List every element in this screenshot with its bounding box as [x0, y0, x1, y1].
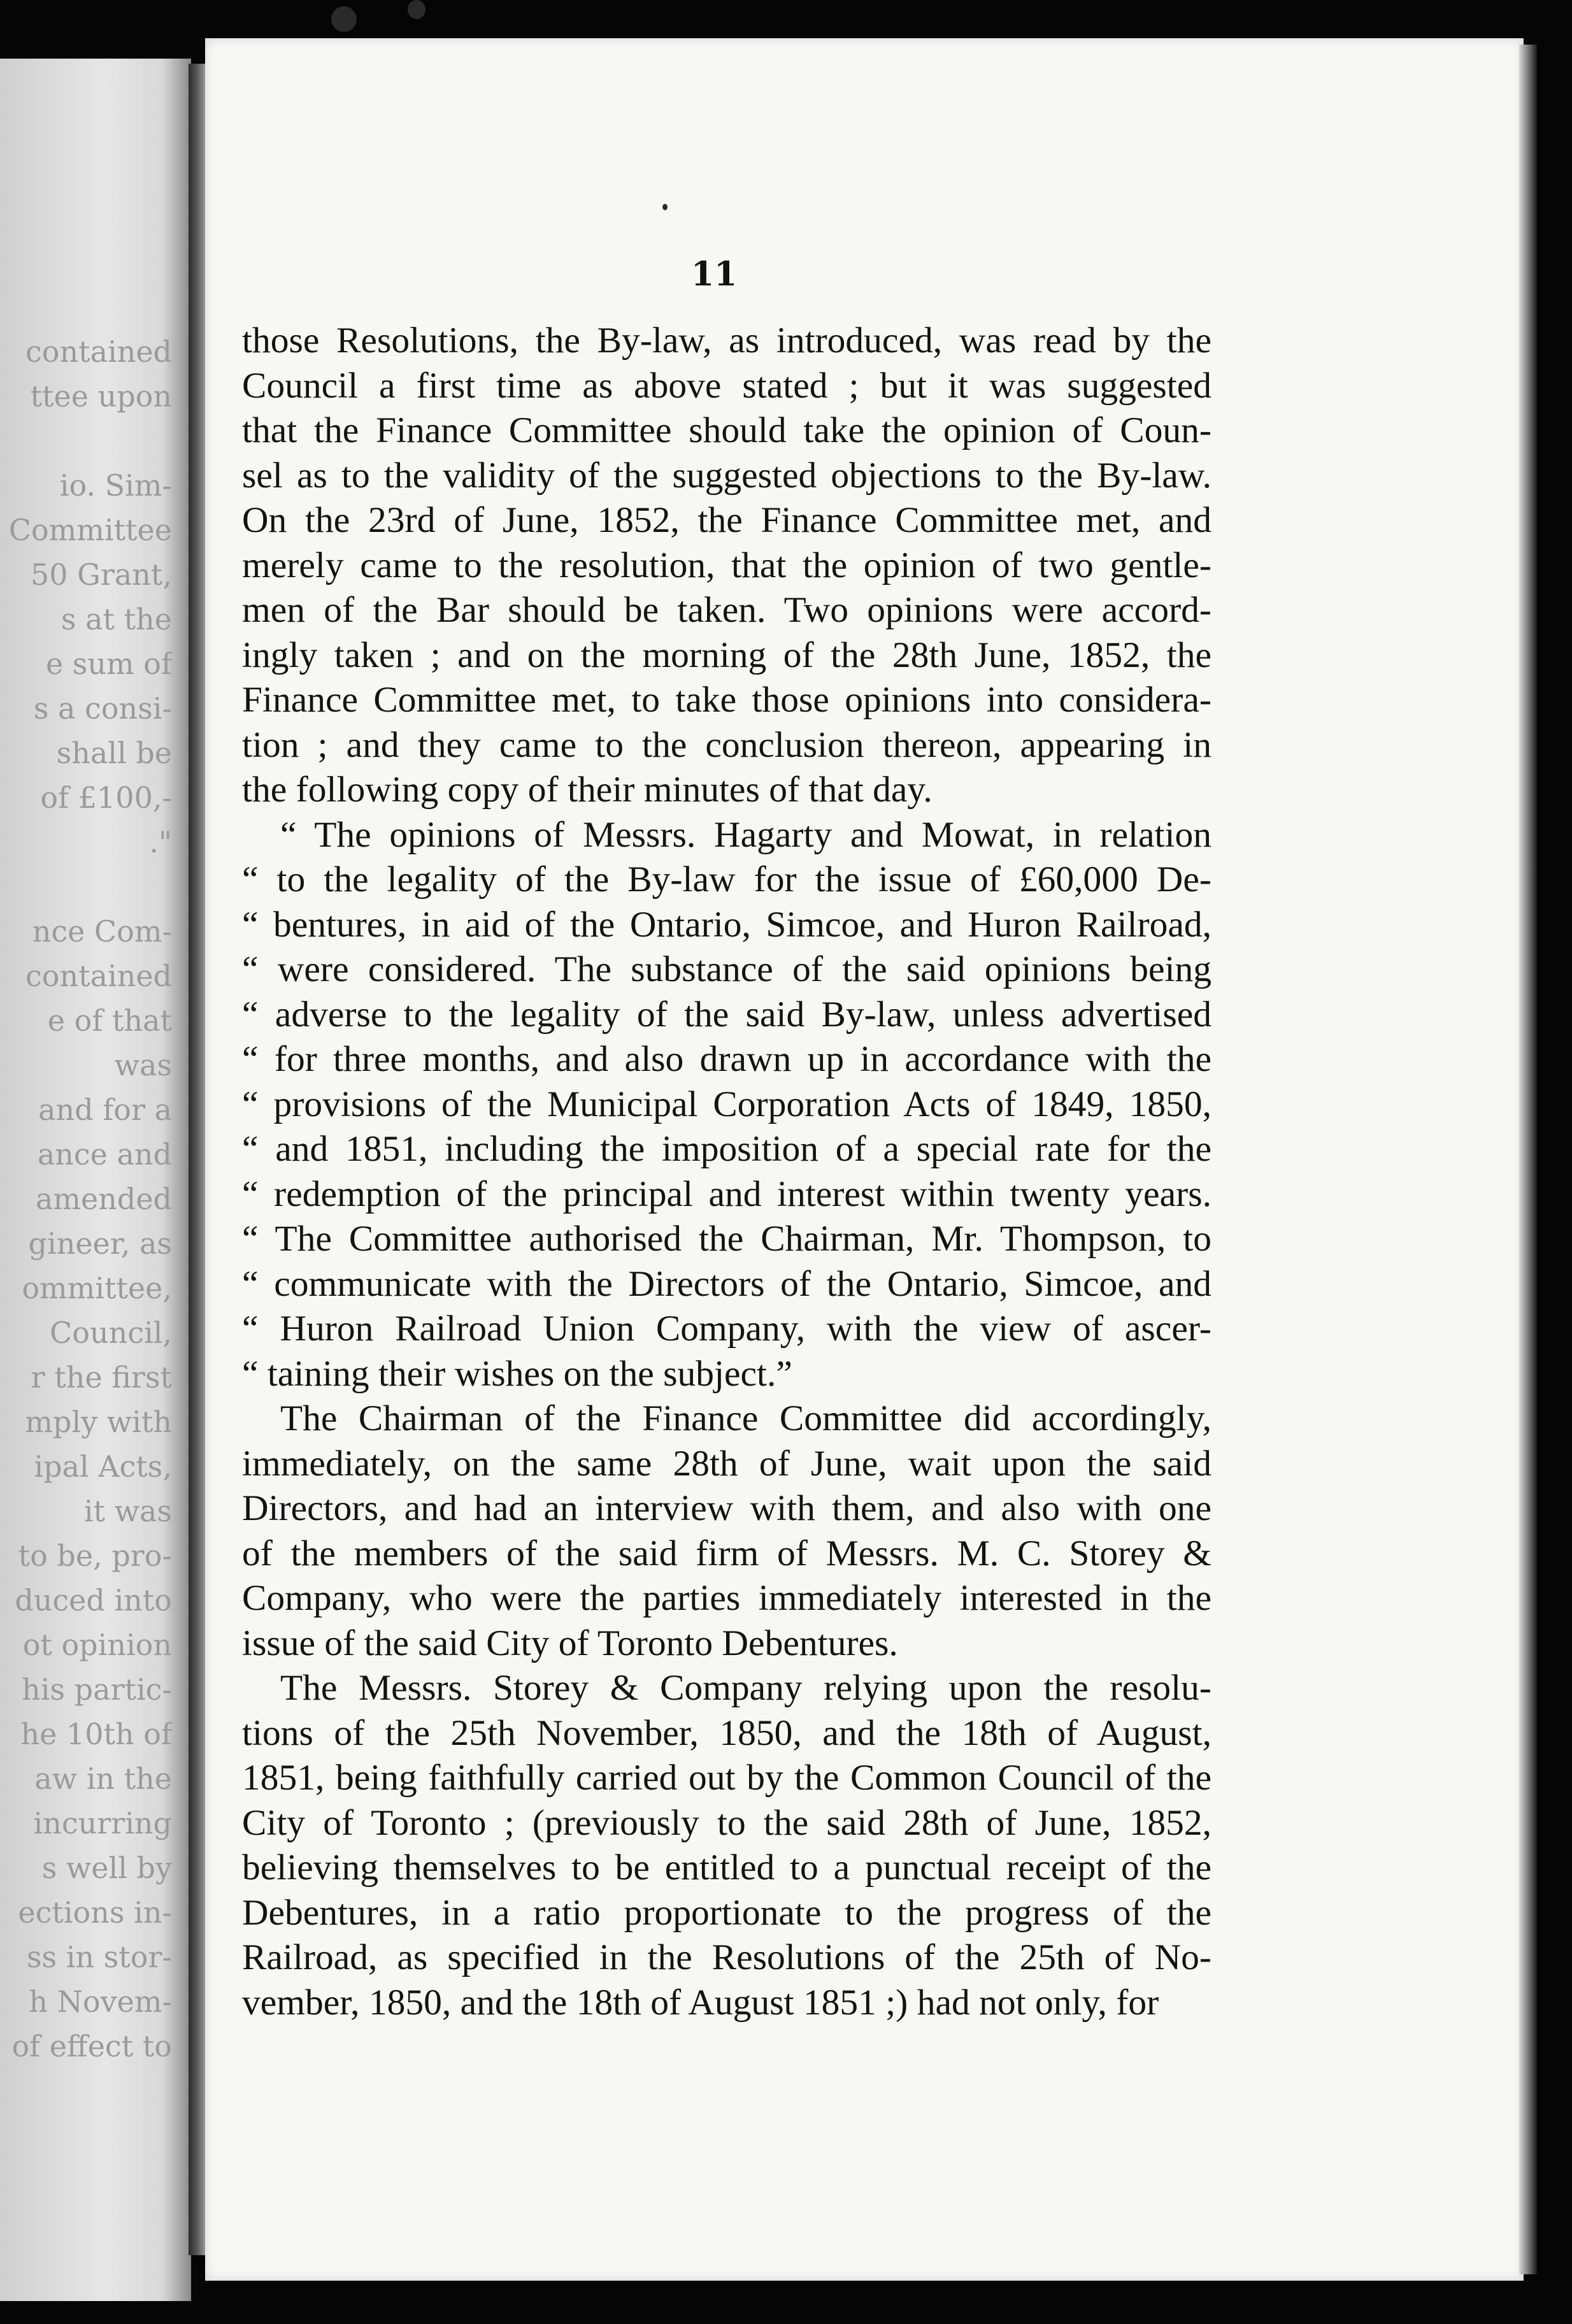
- page-edge-shadow: [1519, 45, 1537, 2274]
- left-page-fragment: ections in-: [18, 1895, 172, 1930]
- text-line: of the members of the said firm of Messrs. M. C. Storey &: [242, 1533, 1211, 1574]
- left-page-fragment: Council,: [50, 1316, 172, 1350]
- left-page-fragment: gineer, as: [28, 1226, 172, 1261]
- text-line: “ adverse to the legality of the said By-law, unless advertised: [242, 994, 1211, 1035]
- left-page-fragment: e sum of: [45, 647, 172, 681]
- left-page-fragment: of effect to: [11, 2029, 172, 2063]
- left-page-fragment: ttee upon: [30, 379, 172, 413]
- text-line: 1851, being faithfully carried out by the Common Council of the: [242, 1758, 1211, 1798]
- left-page-fragment: and for a: [38, 1093, 172, 1127]
- left-page-fragment: h Novem-: [29, 1984, 172, 2019]
- left-page-fragment: to be, pro-: [18, 1539, 172, 1573]
- left-page-fragment: Committee: [8, 513, 172, 547]
- left-page-fragment: [0, 864, 172, 909]
- left-page-fragment: 50 Grant,: [30, 557, 172, 592]
- text-line: Finance Committee met, to take those opinions into considera-: [242, 680, 1211, 720]
- text-line: the following copy of their minutes of that day.: [242, 770, 932, 810]
- left-page-fragment: [0, 419, 172, 463]
- text-line: merely came to the resolution, that the opinion of two gentle-: [242, 545, 1211, 585]
- left-page-fragment: aw in the: [34, 1761, 172, 1796]
- left-page-fragment: r the first: [31, 1360, 172, 1395]
- text-line: Debentures, in a ratio proportionate to the progress of the: [242, 1892, 1211, 1933]
- text-line: tions of the 25th November, 1850, and the 18th of August,: [242, 1712, 1211, 1753]
- text-line: “ taining their wishes on the subject.”: [242, 1353, 792, 1394]
- left-page-fragment: it was: [83, 1494, 172, 1528]
- left-page-fragment: s a consi-: [33, 691, 172, 726]
- text-line: “ redemption of the principal and interest within twenty years.: [242, 1173, 1211, 1214]
- text-line: The Chairman of the Finance Committee did accordingly,: [280, 1398, 1211, 1438]
- left-page-fragment: ance and: [37, 1137, 172, 1172]
- page-number: 11: [691, 255, 738, 294]
- left-page-fragment: s at the: [61, 602, 172, 636]
- left-facing-page: [0, 59, 191, 2301]
- left-page-fragment: ipal Acts,: [34, 1449, 172, 1484]
- left-page-fragment: his partic-: [22, 1672, 172, 1707]
- dust-speck: [408, 0, 425, 19]
- text-line: issue of the said City of Toronto Debentures.: [242, 1623, 898, 1663]
- text-line: The Messrs. Storey & Company relying upon the resolu-: [280, 1668, 1211, 1708]
- text-line: “ The Committee authorised the Chairman, Mr. Thompson, to: [242, 1219, 1211, 1259]
- left-page-fragment: contained: [25, 334, 172, 369]
- left-page-fragment: incurring: [33, 1806, 172, 1840]
- left-page-fragment: mply with: [25, 1405, 172, 1439]
- body-text: [242, 319, 1211, 2025]
- dust-speck: [331, 6, 357, 32]
- text-line: “ Huron Railroad Union Company, with the view of ascer-: [242, 1309, 1211, 1349]
- left-page-bleed-text: [0, 59, 172, 2324]
- text-line: “ to the legality of the By-law for the issue of £60,000 De-: [242, 859, 1211, 900]
- left-page-fragment: e of that: [47, 1003, 172, 1038]
- left-page-fragment: amended: [35, 1182, 172, 1216]
- text-line: those Resolutions, the By-law, as introduced, was read by the: [242, 320, 1211, 361]
- text-line: immediately, on the same 28th of June, wait upon the said: [242, 1443, 1211, 1484]
- text-line: City of Toronto ; (previously to the said 28th of June, 1852,: [242, 1802, 1211, 1843]
- text-line: “ communicate with the Directors of the Ontario, Simcoe, and: [242, 1263, 1211, 1304]
- left-page-fragment: s well by: [41, 1851, 172, 1885]
- text-line: vember, 1850, and the 18th of August 1851 ;) had not only, for: [242, 1982, 1159, 2023]
- text-line: tion ; and they came to the conclusion thereon, appearing in: [242, 724, 1211, 765]
- left-page-fragment: duced into: [15, 1583, 172, 1617]
- text-line: “ and 1851, including the imposition of a special rate for the: [242, 1129, 1211, 1169]
- text-line: “ were considered. The substance of the said opinions being: [242, 949, 1211, 989]
- text-line: On the 23rd of June, 1852, the Finance Committee met, and: [242, 500, 1211, 540]
- text-line: “ bentures, in aid of the Ontario, Simcoe, and Huron Railroad,: [242, 904, 1211, 945]
- text-line: Railroad, as specified in the Resolutions of the 25th of No-: [242, 1937, 1211, 1977]
- text-line: “ for three months, and also drawn up in accordance with the: [242, 1039, 1211, 1079]
- text-line: Council a first time as above stated ; but it was suggested: [242, 365, 1211, 406]
- left-page-fragment: ot opinion: [22, 1628, 172, 1662]
- text-line: sel as to the validity of the suggested objections to the By-law.: [242, 455, 1211, 496]
- text-line: that the Finance Committee should take the opinion of Coun-: [242, 410, 1211, 450]
- dust-speck: [662, 204, 668, 210]
- left-page-fragment: ommittee,: [22, 1271, 172, 1305]
- text-line: “ provisions of the Municipal Corporation Acts of 1849, 1850,: [242, 1084, 1211, 1124]
- left-page-fragment: shall be: [56, 736, 172, 770]
- left-page-fragment: was: [114, 1048, 172, 1082]
- left-page-fragment: .": [149, 825, 172, 859]
- text-line: “ The opinions of Messrs. Hagarty and Mowat, in relation: [280, 814, 1211, 855]
- text-line: ingly taken ; and on the morning of the 28th June, 1852, the: [242, 635, 1211, 675]
- left-page-fragment: ss in stor-: [26, 1940, 172, 1974]
- left-page-fragment: he 10th of: [20, 1717, 172, 1751]
- left-page-fragment: of £100,-: [40, 780, 172, 815]
- text-line: Directors, and had an interview with them, and also with one: [242, 1488, 1211, 1528]
- left-page-fragment: contained: [25, 959, 172, 993]
- left-page-fragment: io. Sim-: [59, 468, 172, 503]
- text-line: Company, who were the parties immediately interested in the: [242, 1578, 1211, 1618]
- text-line: believing themselves to be entitled to a punctual receipt of the: [242, 1847, 1211, 1888]
- text-line: men of the Bar should be taken. Two opinions were accord-: [242, 590, 1211, 630]
- left-page-fragment: nce Com-: [32, 914, 172, 949]
